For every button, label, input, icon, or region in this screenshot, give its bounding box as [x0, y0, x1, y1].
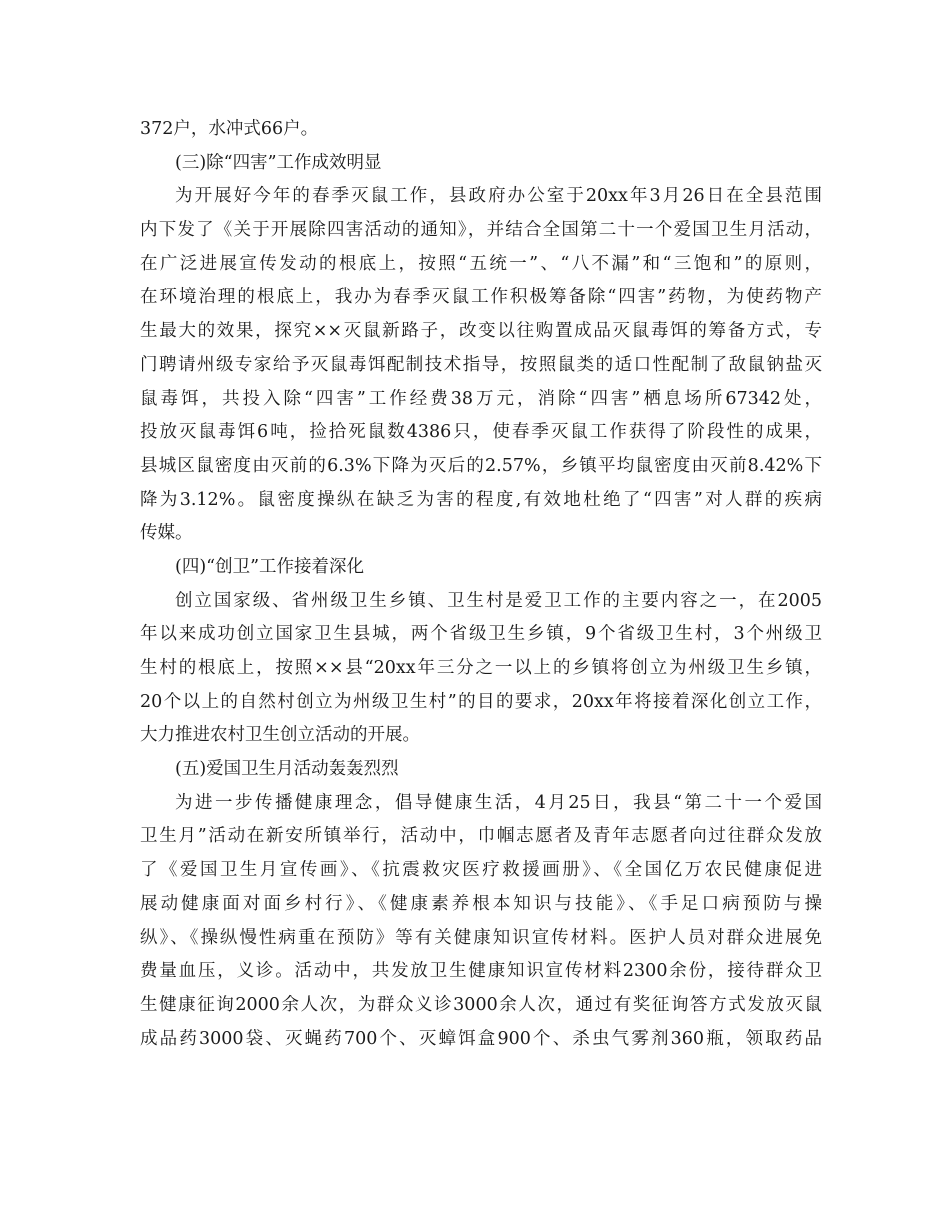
text-line: 生健康征询2000余人次，为群众义诊3000余人次，通过有奖征询答方式发放灭鼠: [140, 994, 822, 1015]
text-line: 降为3.12%。鼠密度操纵在缺乏为害的程度,有效地杜绝了“四害”对人群的疾病: [140, 489, 822, 510]
section-heading: (四)“创卫”工作接着深化: [175, 556, 365, 577]
text-line: 传媒。: [140, 523, 193, 544]
text-line: 投放灭鼠毒饵6吨，捡拾死鼠数4386只，使春季灭鼠工作获得了阶段性的成果，: [140, 422, 822, 443]
text-line: 费量血压，义诊。活动中，共发放卫生健康知识宣传材料2300余份，接待群众卫: [140, 961, 822, 982]
section-heading: (三)除“四害”工作成效明显: [175, 152, 382, 173]
text-line: 鼠毒饵，共投入除“四害”工作经费38万元，消除“四害”栖息场所67342处，: [140, 388, 822, 409]
text-line: 内下发了《关于开展除四害活动的通知》，并结合全国第二十一个爱国卫生月活动，: [140, 220, 822, 241]
text-line: 生村的根底上，按照××县“20xx年三分之一以上的乡镇将创立为州级卫生乡镇，: [140, 658, 822, 678]
text-line: 县城区鼠密度由灭前的6.3%下降为灭后的2.57%，乡镇平均鼠密度由灭前8.42%下: [140, 455, 822, 476]
text-line: 卫生月”活动在新安所镇举行，活动中，巾帼志愿者及青年志愿者向过往群众发放: [140, 826, 822, 847]
text-line: 在环境治理的根底上，我办为春季灭鼠工作积极筹备除“四害”药物，为使药物产: [140, 287, 822, 308]
text-line: 生最大的效果，探究××灭鼠新路子，改变以往购置成品灭鼠毒饵的筹备方式，专: [140, 321, 822, 342]
text-line: 在广泛进展宣传发动的根底上，按照“五统一”、“八不漏”和“三饱和”的原则，: [140, 253, 822, 274]
text-line: 展动健康面对面乡村行》、《健康素养根本知识与技能》、《手足口病预防与操: [140, 893, 822, 914]
text-line: 门聘请州级专家给予灭鼠毒饵配制技术指导，按照鼠类的适口性配制了敌鼠钠盐灭: [140, 354, 822, 375]
section-heading: (五)爱国卫生月活动轰轰烈烈: [175, 759, 399, 780]
text-line: 年以来成功创立国家卫生县城，两个省级卫生乡镇，9个省级卫生村，3个州级卫: [140, 624, 822, 645]
text-line: 372户，水冲式66户。: [140, 119, 319, 139]
text-line: 创立国家级、省州级卫生乡镇、卫生村是爱卫工作的主要内容之一，在2005: [175, 590, 822, 611]
text-line: 为进一步传播健康理念，倡导健康生活，4月25日，我县“第二十一个爱国: [175, 792, 822, 813]
text-line: 了《爱国卫生月宣传画》、《抗震救灾医疗救援画册》、《全国亿万农民健康促进: [140, 860, 822, 881]
text-line: 20个以上的自然村创立为州级卫生村”的目的要求，20xx年将接着深化创立工作，: [140, 691, 822, 712]
text-line: 大力推进农村卫生创立活动的开展。: [140, 725, 420, 746]
text-line: 为开展好今年的春季灭鼠工作，县政府办公室于20xx年3月26日在全县范围: [175, 186, 822, 207]
document-body: [140, 113, 822, 1056]
text-line: 纵》、《操纵慢性病重在预防》等有关健康知识宣传材料。医护人员对群众进展免: [140, 927, 822, 948]
text-line: 成品药3000袋、灭蝇药700个、灭蟑饵盒900个、杀虫气雾剂360瓶，领取药品: [140, 1028, 822, 1049]
